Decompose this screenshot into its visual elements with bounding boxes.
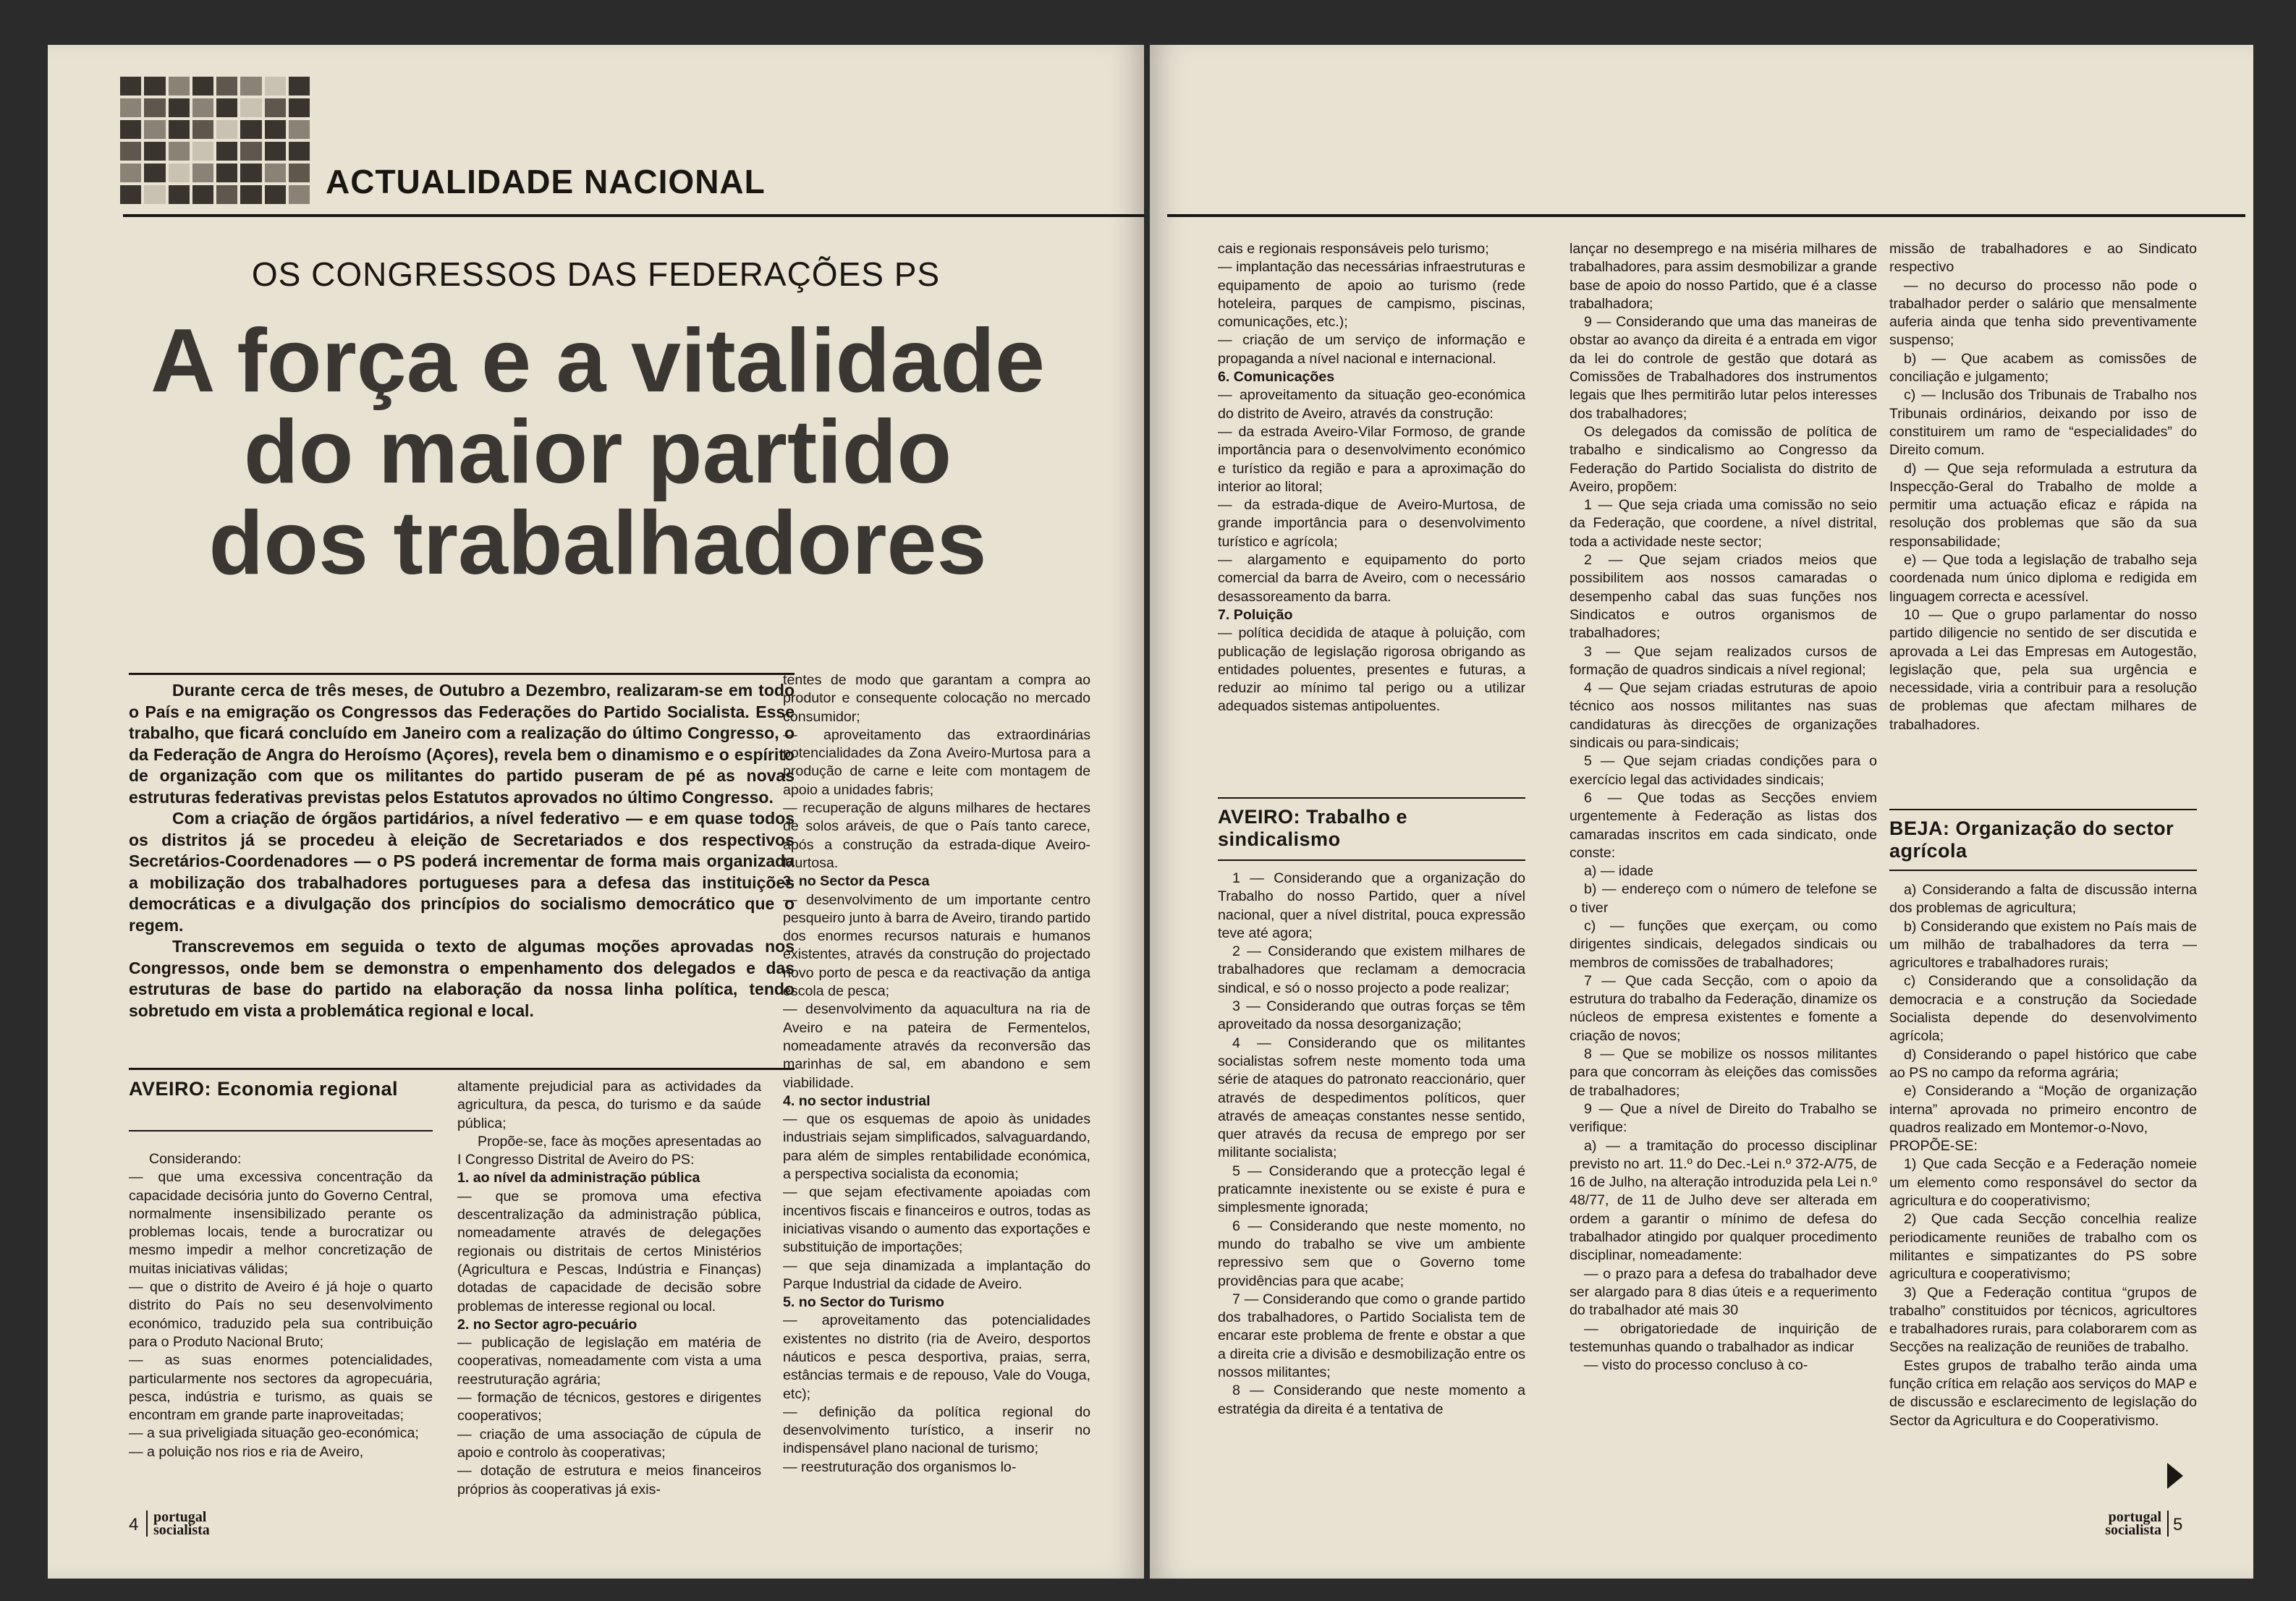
paragraph: 6 — Que todas as Secções enviem urgentemente à Federação as listas dos camaradas inscritos em cada sindicato, onde conste: — [1570, 789, 1877, 861]
paragraph: — obrigatoriedade de inquirição de testemunhas quando o trabalhador as indicar — [1570, 1320, 1877, 1355]
paragraph: lançar no desemprego e na miséria milhares de trabalhadores, para assim desmobilizar a grande base de apoio do nosso Partido, que é a classe trabalhadora; — [1570, 241, 1877, 312]
right-page — [1150, 45, 2253, 1579]
continue-arrow-icon — [2167, 1463, 2183, 1489]
paragraph: — alargamento e equipamento do porto comercial da barra de Aveiro, com o necessário desassoreamento da barra. — [1218, 552, 1525, 605]
paragraph: 7 — Que cada Secção, com o apoio da estrutura do trabalho da Federação, dinamize os núcleos de empresa existentes e fomente a criação de novos; — [1570, 972, 1877, 1044]
paragraph: a) — a tramitação do processo disciplinar previsto no art. 11.º do Dec.-Lei n.º 372-A/75, de 16 de Julho, na alteração introduzida pela Lei n.º 48/77, de 11 de Julho deve ser alterada em ordem a garantir o mínimo de defesa do trabalhador atingido por qualquer procedimento disciplinar, nomeadamente: — [1570, 1137, 1877, 1264]
page-number: 4 — [129, 1515, 139, 1534]
paragraph: 2 — Considerando que existem milhares de trabalhadores que reclamam a democracia sindical, e só o nosso projecto a pode realizar; — [1218, 943, 1525, 996]
paragraph: — no decurso do processo não pode o trabalhador perder o salário que mensalmente auferia ainda que tenha sido preventivamente suspenso; — [1889, 277, 2197, 349]
paragraph: — que os esquemas de apoio às unidades industriais sejam simplificados, salvaguardando, para além de simples rentabilidade económica, a perspectiva socialista da economia; — [783, 1111, 1090, 1183]
publication-logo — [153, 1511, 210, 1537]
paragraph: — que uma excessiva concentração da capacidade decisória junto do Governo Central, normalmente insensibilizado perante os problemas locais, tende a burocratizar ou mesmo impedir a melhor concretização de muitas iniciativas válidas; — [129, 1169, 433, 1277]
headline-line-1: A força e a vitalidade — [151, 311, 1045, 411]
item-heading: 5. no Sector do Turismo — [783, 1294, 944, 1311]
item-heading: 7. Poluição — [1218, 606, 1293, 623]
headline-line-2: do maior partido — [243, 402, 952, 502]
item-heading: 4. no sector industrial — [783, 1092, 931, 1109]
paragraph: Estes grupos de trabalho terão ainda uma função crítica em relação aos serviços do MAP e de discussão e esclarecimento de legislação do Sector da Agricultura e do Cooperativismo. — [1889, 1357, 2197, 1429]
paragraph: — definição da política regional do desenvolvimento turístico, a inserir no indispensável plano nacional de turismo; — [783, 1403, 1090, 1457]
paragraph: cais e regionais responsáveis pelo turismo; — [1218, 241, 1489, 257]
paragraph: 3 — Que sejam realizados cursos de formação de quadros sindicais a nível regional; — [1570, 643, 1877, 678]
lead-paragraph: Com a criação de órgãos partidários, a nível federativo — e em quase todos os distritos já se procedeu à eleição de Secretariados e dos respectivos Secretários-Coordenadores — o PS poderá incrementar de forma mais organizada a mobilização dos trabalhadores portugueses para a defesa das instituições democráticas e a divulgação dos princípios do socialismo democrático que o regem. — [129, 809, 795, 935]
paragraph: — publicação de legislação em matéria de cooperativas, nomeadamente com vista a uma reestruturação agrária; — [457, 1335, 761, 1388]
logo-line: portugal — [153, 1509, 207, 1525]
paragraph: 5 — Que sejam criadas condições para o exercício legal das actividades sindicais; — [1570, 753, 1877, 788]
paragraph: 7 — Considerando que como o grande partido dos trabalhadores, o Partido Socialista tem de encarar este problema de frente e obstar a que a direita crie a divisão e desmobilização entre os nossos militantes; — [1218, 1291, 1525, 1381]
paragraph: — formação de técnicos, gestores e dirigentes cooperativos; — [457, 1390, 761, 1424]
paragraph: 8 — Considerando que neste momento a estratégia da direita é a tentativa de — [1218, 1383, 1525, 1417]
item-heading: 6. Comunicações — [1218, 369, 1335, 386]
paragraph: 10 — Que o grupo parlamentar do nosso partido diligencie no sentido de ser discutida e aprovada a Lei das Empresas em Autogestão, legislação que, pela sua urgência e necessidade, viria a contribuir para a resolução de problemas que afectam milhares de trabalhadores. — [1889, 606, 2197, 733]
paragraph: — aproveitamento das extraordinárias potencialidades da Zona Aveiro-Murtosa para a produção de carne e leite com montagem de apoio a unidades fabris; — [783, 726, 1090, 798]
paragraph: — visto do processo concluso à co- — [1584, 1357, 1808, 1374]
paragraph: b) — Que acabem as comissões de conciliação e julgamento; — [1889, 350, 2197, 386]
kicker: OS CONGRESSOS DAS FEDERAÇÕES PS — [251, 255, 941, 293]
paragraph: 9 — Considerando que uma das maneiras de obstar ao avanço da direita é a entrada em vigor da lei do controle de gestão que dotará as Comissões de Trabalhadores dos instrumentos legais que lhes permitirão lutar pelos interesses dos trabalhadores; — [1570, 314, 1877, 422]
paragraph: 3) Que a Federação contitua “grupos de trabalho” constituidos por técnicos, agricultores e trabalhadores rurais, para colaborarem com as Secções na realização de reuniões de trabalho. — [1889, 1284, 2197, 1356]
paragraph: a) Considerando a falta de discussão interna dos problemas de agricultura; — [1889, 882, 2197, 917]
paragraph: altamente prejudicial para as actividades da agricultura, da pesca, do turismo e da saúde pública; — [457, 1079, 761, 1131]
page-number: 5 — [2173, 1515, 2183, 1534]
paragraph: — desenvolvimento da aquacultura na ria de Aveiro e na pateira de Fermentelos, nomeadamente através da reconversão das marinhas de sal, em abandono e sem viabilidade. — [783, 1001, 1090, 1091]
item-heading: 2. no Sector agro-pecuário — [457, 1316, 637, 1333]
paragraph: e) — Que toda a legislação de trabalho seja coordenada num único diploma e redigida em linguagem correcta e acessível. — [1889, 552, 2197, 605]
paragraph: — dotação de estrutura e meios financeiros próprios às cooperativas já exis- — [457, 1463, 761, 1498]
lead-paragraphs — [129, 680, 795, 1022]
paragraph: 2) Que cada Secção concelhia realize periodicamente reuniões de trabalho com os militantes e simpatizantes do PS sobre agricultura e cooperativismo; — [1889, 1211, 2197, 1283]
section-label: ACTUALIDADE NACIONAL — [326, 163, 766, 200]
paragraph: Os delegados da comissão de política de trabalho e sindicalismo ao Congresso da Federação do Partido Socialista do distrito de Aveiro, propõem: — [1570, 423, 1877, 495]
header-rule — [123, 214, 1144, 217]
paragraph: 3 — Considerando que outras forças se têm aproveitado da nossa desorganização; — [1218, 998, 1525, 1033]
subhead-rule — [1218, 859, 1525, 861]
lead-bottom-rule — [129, 1068, 795, 1070]
paragraph: — política decidida de ataque à poluição, com publicação de legislação rigorosa obrigando as entidades poluentes, presentes e futuras, a reduzir ao mínimo tal perigo ou a utilizar adequados sistemas antipoluentes. — [1218, 625, 1525, 715]
left-page — [48, 45, 1144, 1579]
paragraph: — da estrada-dique de Aveiro-Murtosa, de grande importância para o desenvolvimento turístico e agrícola; — [1218, 497, 1525, 550]
paragraph: a) — idade — [1584, 863, 1653, 880]
column-right-1b — [1218, 870, 1525, 1419]
paragraph: 1 — Que seja criada uma comissão no seio da Federação, que coordene, a nível distrital, toda a actividade neste sector; — [1570, 497, 1877, 550]
lead-paragraph: Durante cerca de três meses, de Outubro a Dezembro, realizaram-se em todo o País e na emigração os Congressos das Federações do Partido Socialista. Esse trabalho, que ficará concluído em Janeiro com a realização do último Congresso, o da Federação de Angra do Heroísmo (Açores), revela bem o dinamismo e o espírito de organização com que os militantes do partido puseram de pé as novas estruturas federativas previstas pelos Estatutos aprovados no último Congresso. — [129, 681, 795, 807]
lead-paragraph: Transcrevemos em seguida o texto de algumas moções aprovadas nos Congressos, onde bem se demonstra o empenhamento dos delegados e das estruturas de base do partido na elaboração da nossa linha política, tendo sobretudo em vista a problemática regional e local. — [129, 937, 795, 1020]
column-left-2 — [457, 1078, 761, 1499]
paragraph: PROPÕE-SE: — [1889, 1138, 1978, 1155]
paragraph: 9 — Que a nível de Direito do Trabalho se verifique: — [1570, 1100, 1877, 1136]
paragraph: — criação de um serviço de informação e propaganda a nível nacional e internacional. — [1218, 332, 1525, 367]
subhead-top-rule — [1218, 797, 1525, 799]
column-right-1 — [1218, 240, 1525, 716]
paragraph: — desenvolvimento de um importante centro pesqueiro junto à barra de Aveiro, tirando partido dos enormes recursos naturais e humanos existentes, através da construção do projectado novo porto de pesca e da reactivação da antiga escola de pesca; — [783, 891, 1090, 1000]
paragraph: d) Considerando o papel histórico que cabe ao PS no campo da reforma agrária; — [1889, 1046, 2197, 1081]
paragraph: c) — Inclusão dos Tribunais de Trabalho nos Tribunais ordinários, deixando por isso de constituirem um ramo de “especialidades” do Direito comum. — [1889, 387, 2197, 459]
paragraph: — criação de uma associação de cúpula de apoio e controlo às cooperativas; — [457, 1426, 761, 1461]
paragraph: Propõe-se, face às moções apresentadas ao I Congresso Distrital de Aveiro do PS: — [457, 1133, 761, 1168]
paragraph: 6 — Considerando que neste momento, no mundo do trabalho se vive um ambiente repressivo sem que o Governo tome providências para que acabe; — [1218, 1218, 1525, 1289]
paragraph: 4 — Considerando que os militantes socialistas sofrem neste momento toda uma série de ataques do patronato reaccionário, quer através de despedimentos políticos, quer através de ameaças constantes nesse sentido, quer através da recusa de emprego por ser militante socialista; — [1218, 1035, 1525, 1161]
logo-line: socialista — [153, 1522, 210, 1538]
paragraph: — a poluição nos rios e ria de Aveiro, — [129, 1443, 364, 1460]
column-right-3 — [1889, 240, 2197, 734]
paragraph: missão de trabalhadores e ao Sindicato respectivo — [1889, 241, 2197, 276]
logo-line: portugal — [2108, 1509, 2161, 1525]
folio-rule — [2167, 1511, 2169, 1537]
subhead-rule — [129, 1130, 433, 1131]
paragraph: 4 — Que sejam criadas estruturas de apoio técnico aos nossos militantes nas suas candidaturas às direcções de organizações sindicais ou para-sindicais; — [1570, 680, 1877, 752]
paragraph: c) Considerando que a consolidação da democracia e a construção da Sociedade Socialista depende do desenvolvimento agrícola; — [1889, 973, 2197, 1045]
column-left-3 — [783, 671, 1090, 1477]
paragraph: 5 — Considerando que a protecção legal é praticamnte inexistente ou se existe é pura e simplesmente ignorada; — [1218, 1163, 1525, 1216]
paragraph: — recuperação de alguns milhares de hectares de solos aráveis, de que o País tanto carece, após a construção da estrada-dique Aveiro-Murtosa. — [783, 800, 1090, 871]
item-heading: 3. no Sector da Pesca — [783, 873, 930, 890]
subhead-aveiro-trabalho: AVEIRO: Trabalho e sindicalismo — [1218, 806, 1408, 850]
subhead-top-rule — [1889, 809, 2197, 810]
paragraph: 1 — Considerando que a organização do Trabalho do nosso Partido, quer a nível nacional, quer a nível distrital, pouca expressão teve até agora; — [1218, 870, 1525, 941]
paragraph: — da estrada Aveiro-Vilar Formoso, de grande importância para o desenvolvimento económico e turístico da região e para a aproximação do interior ao litoral; — [1218, 423, 1525, 495]
photo-mosaic — [120, 77, 310, 204]
paragraph: — a sua priveligiada situação geo-económica; — [129, 1425, 419, 1442]
subhead-aveiro-economia: AVEIRO: Economia regional — [129, 1078, 399, 1100]
paragraph: 8 — Que se mobilize os nossos militantes para que concorram às eleições das comissões de trabalhadores; — [1570, 1046, 1877, 1099]
paragraph: Considerando: — [149, 1151, 242, 1167]
logo-line: socialista — [2105, 1522, 2161, 1538]
headline-line-3: dos trabalhadores — [208, 493, 987, 593]
header-rule — [1167, 214, 2245, 217]
paragraph: — reestruturação dos organismos lo- — [783, 1458, 1017, 1475]
paragraph: 1) Que cada Secção e a Federação nomeie um elemento como responsável do sector da agricultura e do cooperativismo; — [1889, 1156, 2197, 1210]
paragraph: — que sejam efectivamente apoiadas com incentivos fiscais e financeiros e outros, todas as iniciativas visando o aumento das exportações e substituição de importações; — [783, 1184, 1090, 1256]
paragraph: 2 — Que sejam criados meios que possibilitem aos nossos camaradas o desempenho cabal das suas funções nos Sindicatos e outros organismos de trabalhadores; — [1570, 552, 1877, 642]
headline — [91, 311, 1104, 593]
paragraph: c) — funções que exerçam, ou como dirigentes sindicais, delegados sindicais ou membros de comissões de trabalhadores; — [1570, 917, 1877, 971]
paragraph: — que se promova uma efectiva descentralização da administração pública, nomeadamente através de delegações regionais ou distritais de certos Ministérios (Agricultura e Pescas, Indústria e Finanças) dotadas de capacidade de decisão sobre problemas de interesse regional ou local. — [457, 1188, 761, 1315]
paragraph: — que o distrito de Aveiro é já hoje o quarto distrito do País no seu desenvolvimento económico, traduzido pela sua contribuição para o Produto Nacional Bruto; — [129, 1279, 433, 1350]
paragraph: — o prazo para a defesa do trabalhador deve ser alargado para 8 dias úteis e a requerimento do trabalhador até mais 30 — [1570, 1265, 1877, 1319]
paragraph: b) Considerando que existem no País mais de um milhão de trabalhadores da terra — agricultores e trabalhadores rurais; — [1889, 918, 2197, 972]
item-heading: 1. ao nível da administração pública — [457, 1170, 700, 1186]
column-right-2 — [1570, 240, 1877, 1375]
paragraph: — implantação das necessárias infraestruturas e equipamento de apoio ao turismo (rede hoteleira, parques de campismo, piscinas, comunicações, etc.); — [1218, 259, 1525, 331]
paragraph: e) Considerando a “Moção de organização interna” aprovada no primeiro encontro de quadros realizado em Montemor-o-Novo, — [1889, 1083, 2197, 1136]
subhead-beja: BEJA: Organização do sector agrícola — [1889, 818, 2174, 862]
paragraph: — as suas enormes potencialidades, particularmente nos sectores da agropecuária, pesca, indústria e turismo, as quais se encontram em grande parte inaproveitadas; — [129, 1352, 433, 1424]
paragraph: d) — Que seja reformulada a estrutura da Inspecção-Geral do Trabalho de molde a permitir uma actuação eficaz e rápida na resolução dos problemas que são da sua responsabilidade; — [1889, 460, 2197, 550]
paragraph: tentes de modo que garantam a compra ao produtor e consequente colocação no mercado consumidor; — [783, 672, 1090, 725]
folio-rule — [146, 1511, 148, 1537]
paragraph: — que seja dinamizada a implantação do Parque Industrial da cidade de Aveiro. — [783, 1257, 1090, 1292]
publication-logo — [2092, 1511, 2161, 1537]
paragraph: b) — endereço com o número de telefone se o tiver — [1570, 881, 1877, 916]
lead-top-rule — [129, 673, 795, 675]
paragraph: — aproveitamento das potencialidades existentes no distrito (ria de Aveiro, desportos náuticos e pesca desportiva, praias, serra, estâncias termais e de repouso, Vale do Vouga, etc); — [783, 1312, 1090, 1402]
column-right-3b — [1889, 881, 2197, 1430]
subhead-rule — [1889, 870, 2197, 871]
paragraph: — aproveitamento da situação geo-económica do distrito de Aveiro, através da construção: — [1218, 387, 1525, 422]
column-left-1 — [129, 1150, 433, 1461]
